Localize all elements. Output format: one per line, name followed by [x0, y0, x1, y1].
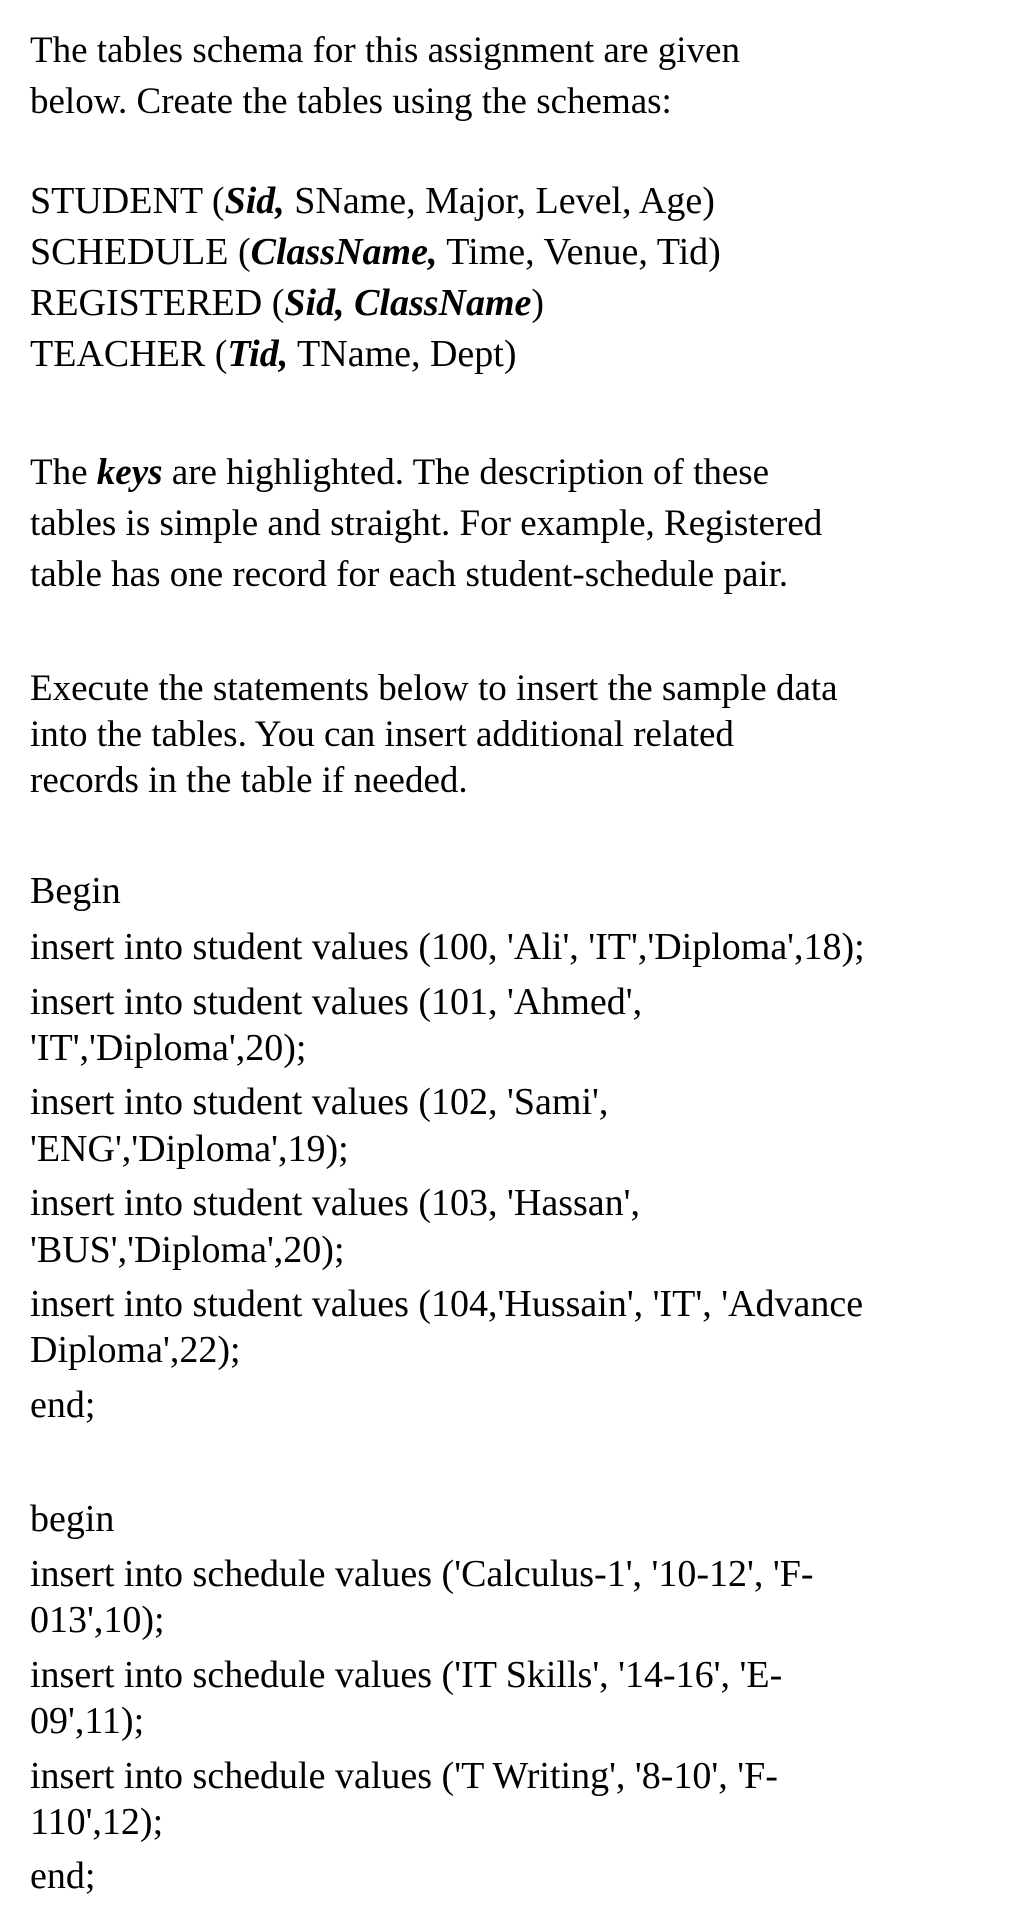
code-line: insert into schedule values ('IT Skills', '14-16', 'E-	[30, 1654, 783, 1696]
intro-line-1: The tables schema for this assignment are given	[30, 30, 740, 71]
schema-schedule: SCHEDULE (ClassName, Time, Venue, Tid)	[30, 231, 721, 273]
code-line: insert into schedule values ('Calculus-1', '10-12', 'F-	[30, 1553, 814, 1595]
code-line: insert into student values (104,'Hussain', 'IT', 'Advance	[30, 1283, 864, 1325]
schedule-block-end: end;	[30, 1855, 96, 1897]
execute-note-line-3: records in the table if needed.	[30, 760, 468, 801]
code-line: insert into student values (101, 'Ahmed',	[30, 981, 643, 1023]
intro-line-2: below. Create the tables using the schemas:	[30, 81, 672, 122]
execute-note-line-1: Execute the statements below to insert the sample data	[30, 668, 838, 709]
code-line: Diploma',22);	[30, 1329, 241, 1371]
schema-registered: REGISTERED (Sid, ClassName)	[30, 282, 545, 324]
keys-note-line-3: table has one record for each student-schedule pair.	[30, 554, 789, 595]
schema-student: STUDENT (Sid, SName, Major, Level, Age)	[30, 180, 715, 222]
code-line: insert into schedule values ('T Writing', '8-10', 'F-	[30, 1755, 778, 1797]
student-block-end: end;	[30, 1384, 96, 1426]
code-line: 'IT','Diploma',20);	[30, 1027, 307, 1069]
code-line: 09',11);	[30, 1700, 145, 1742]
code-line: 013',10);	[30, 1599, 165, 1641]
code-line: 'ENG','Diploma',19);	[30, 1128, 349, 1170]
schema-teacher: TEACHER (Tid, TName, Dept)	[30, 333, 517, 375]
student-block-begin: Begin	[30, 870, 121, 912]
keys-note-line-2: tables is simple and straight. For example, Registered	[30, 503, 823, 544]
code-line: insert into student values (103, 'Hassan',	[30, 1182, 640, 1224]
schedule-block-begin: begin	[30, 1498, 115, 1540]
code-line: insert into student values (100, 'Ali', 'IT','Diploma',18);	[30, 926, 865, 968]
code-line: insert into student values (102, 'Sami',	[30, 1081, 609, 1123]
execute-note-line-2: into the tables. You can insert additional related	[30, 714, 734, 755]
code-line: 'BUS','Diploma',20);	[30, 1229, 345, 1271]
keys-note-line-1: The keys are highlighted. The description of these	[30, 452, 770, 493]
code-line: 110',12);	[30, 1801, 164, 1843]
